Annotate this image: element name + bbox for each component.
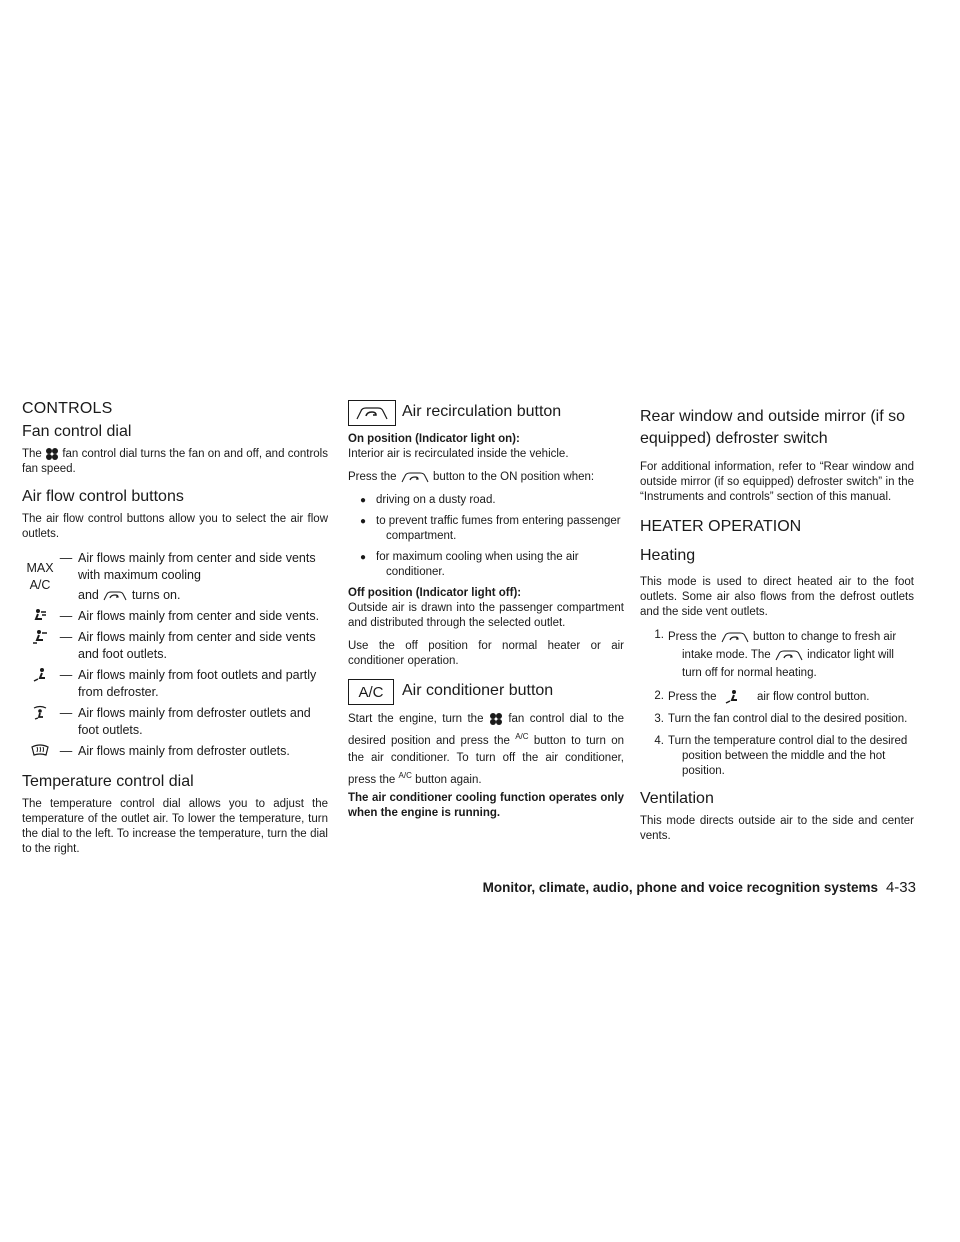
step-text-b: button to change to fresh air intake mode. The bbox=[682, 631, 897, 661]
on-position-heading: On position (Indicator light on): bbox=[348, 433, 520, 445]
recirculation-icon bbox=[774, 648, 804, 662]
max-ac-label bbox=[22, 550, 58, 604]
off-position-use: Use the off position for normal heater or air conditioner operation. bbox=[348, 640, 624, 668]
list-item bbox=[640, 689, 914, 705]
recirculation-button-icon bbox=[348, 400, 396, 426]
max-ac-text: Air flows mainly from center and side vents with maximum cooling bbox=[78, 551, 316, 583]
mode-foot bbox=[22, 667, 328, 701]
page-number: 4-33 bbox=[885, 879, 916, 896]
list-item bbox=[348, 514, 624, 544]
bullet: ● bbox=[359, 495, 366, 507]
step-text-c: indicator light will turn off for normal heating. bbox=[682, 649, 894, 679]
ac-text-3: button to turn on the air conditioner. To turn off the air conditioner, press the bbox=[348, 734, 624, 786]
bullet: ● bbox=[359, 516, 366, 528]
dash: — bbox=[59, 706, 73, 721]
mode-defrost bbox=[22, 743, 328, 760]
step-text-a: Press the bbox=[668, 631, 717, 643]
max-ac-text-2 bbox=[78, 587, 328, 604]
max-ac-text-block bbox=[74, 550, 328, 604]
bullet-text: to prevent traffic fumes from entering passenger compartment. bbox=[376, 515, 621, 543]
ac-small-icon: A/C bbox=[398, 770, 412, 780]
column-left bbox=[22, 400, 328, 865]
airflow-heading: Air flow control buttons bbox=[22, 488, 184, 506]
recirculation-icon bbox=[400, 470, 430, 484]
dash: — bbox=[59, 630, 73, 645]
heating-steps bbox=[640, 628, 914, 779]
mode-max-ac bbox=[22, 550, 328, 604]
bilevel-text: Air flows mainly from center and side vents and foot outlets. bbox=[78, 630, 316, 662]
list-item bbox=[348, 550, 624, 580]
and-text: and bbox=[78, 588, 99, 603]
turns-on-text: turns on. bbox=[131, 588, 181, 603]
rear-defroster-text: For additional information, refer to “Rear window and outside mirror (if so equipped) defroster switch” in the “Instruments and controls” section of this manual. bbox=[640, 461, 914, 503]
defrost-text: Air flows mainly from defroster outlets. bbox=[78, 744, 290, 759]
foot-icon bbox=[724, 689, 740, 705]
heating-text: This mode is used to direct heated air to the foot outlets. Some air also flows from the defrost outlets and the side vent outlets. bbox=[640, 576, 914, 618]
bullet-text: driving on a dusty road. bbox=[376, 494, 496, 507]
ac-text-2: fan control dial to the desired position and press the bbox=[348, 713, 624, 747]
step-text-a: Press the bbox=[668, 691, 717, 704]
defrost-icon bbox=[22, 743, 58, 760]
footer-section-title: Monitor, climate, audio, phone and voice recognition systems bbox=[482, 880, 878, 895]
bullet: ● bbox=[359, 552, 366, 564]
column-right bbox=[640, 406, 914, 852]
heater-operation-heading: HEATER OPERATION bbox=[640, 518, 802, 535]
recirc-heading-row bbox=[348, 400, 624, 426]
controls-heading: CONTROLS bbox=[22, 400, 113, 417]
list-item bbox=[640, 712, 914, 727]
bilevel-icon bbox=[22, 629, 58, 663]
step-text bbox=[668, 628, 914, 682]
fan-text-post: fan control dial turns the fan on and off, and controls fan speed. bbox=[22, 448, 328, 476]
press-text bbox=[348, 470, 624, 485]
foot-icon bbox=[22, 667, 58, 701]
vent-text: Air flows mainly from center and side vents. bbox=[78, 609, 320, 624]
ac-small-icon: A/C bbox=[515, 732, 529, 742]
off-position-text: Outside air is drawn into the passenger compartment and distributed through the selected outlet. bbox=[348, 602, 624, 630]
ventilation-text: This mode directs outside air to the side and center vents. bbox=[640, 815, 914, 843]
dash: — bbox=[59, 609, 73, 624]
step-text: Turn the temperature control dial to the desired position between the middle and the hot position. bbox=[668, 735, 908, 778]
max-label: MAX bbox=[26, 561, 54, 576]
step-number: 1. bbox=[654, 629, 664, 641]
dash: — bbox=[59, 668, 73, 683]
ac-text-4: button again. bbox=[415, 773, 482, 786]
list-item bbox=[640, 628, 914, 682]
dash: — bbox=[59, 744, 73, 759]
recirc-bullet-list bbox=[348, 493, 624, 580]
mode-vent bbox=[22, 608, 328, 625]
on-position-text: Interior air is recirculated inside the vehicle. bbox=[348, 448, 569, 460]
bullet-text: for maximum cooling when using the air conditioner. bbox=[376, 551, 579, 579]
step-text-b: air flow control button. bbox=[756, 691, 870, 704]
dash: — bbox=[59, 551, 73, 566]
ac-label: A/C bbox=[29, 578, 51, 593]
temperature-heading: Temperature control dial bbox=[22, 773, 194, 791]
heating-heading: Heating bbox=[640, 547, 696, 564]
temperature-text: The temperature control dial allows you to adjust the temperature of the outlet air. To lower the temperature, turn the dial to the left. To increase the temperature, turn the dial to the right. bbox=[22, 798, 328, 856]
airflow-intro: The air flow control buttons allow you to select the air flow outlets. bbox=[22, 513, 328, 541]
fan-icon bbox=[45, 447, 59, 461]
list-item bbox=[640, 734, 914, 779]
page-footer bbox=[420, 879, 916, 896]
ac-heading: Air conditioner button bbox=[402, 682, 554, 700]
foot-text: Air flows mainly from foot outlets and partly from defroster. bbox=[78, 668, 317, 700]
step-text: Turn the fan control dial to the desired position. bbox=[668, 713, 908, 726]
recirculation-icon bbox=[102, 589, 128, 603]
fan-control-heading: Fan control dial bbox=[22, 423, 132, 440]
list-item bbox=[348, 493, 624, 508]
press-pre: Press the bbox=[348, 471, 397, 484]
off-position-heading: Off position (Indicator light off): bbox=[348, 587, 522, 600]
ac-warning: The air conditioner cooling function operates only when the engine is running. bbox=[348, 791, 624, 819]
vent-icon bbox=[22, 608, 58, 625]
ac-text-1: Start the engine, turn the bbox=[348, 713, 484, 726]
recirc-heading: Air recirculation button bbox=[402, 403, 562, 420]
recirculation-icon bbox=[720, 630, 750, 644]
column-middle bbox=[348, 400, 624, 829]
step-number: 3. bbox=[654, 713, 664, 726]
foot-defrost-text: Air flows mainly from defroster outlets and foot outlets. bbox=[78, 706, 311, 738]
step-number: 2. bbox=[654, 690, 664, 702]
fan-text-pre: The bbox=[22, 448, 42, 461]
mode-foot-defrost bbox=[22, 705, 328, 739]
press-post: button to the ON position when: bbox=[432, 471, 595, 484]
ac-text bbox=[348, 711, 624, 789]
ac-heading-row bbox=[348, 679, 624, 705]
step-number: 4. bbox=[654, 735, 664, 748]
foot-defrost-icon bbox=[22, 705, 58, 739]
rear-defroster-heading: Rear window and outside mirror (if so equipped) defroster switch bbox=[640, 408, 905, 447]
fan-control-text bbox=[22, 447, 328, 477]
fan-icon bbox=[489, 712, 503, 726]
step-text bbox=[668, 689, 914, 705]
ventilation-heading: Ventilation bbox=[640, 790, 714, 808]
mode-bilevel bbox=[22, 629, 328, 663]
ac-button-icon: A/C bbox=[348, 679, 394, 705]
